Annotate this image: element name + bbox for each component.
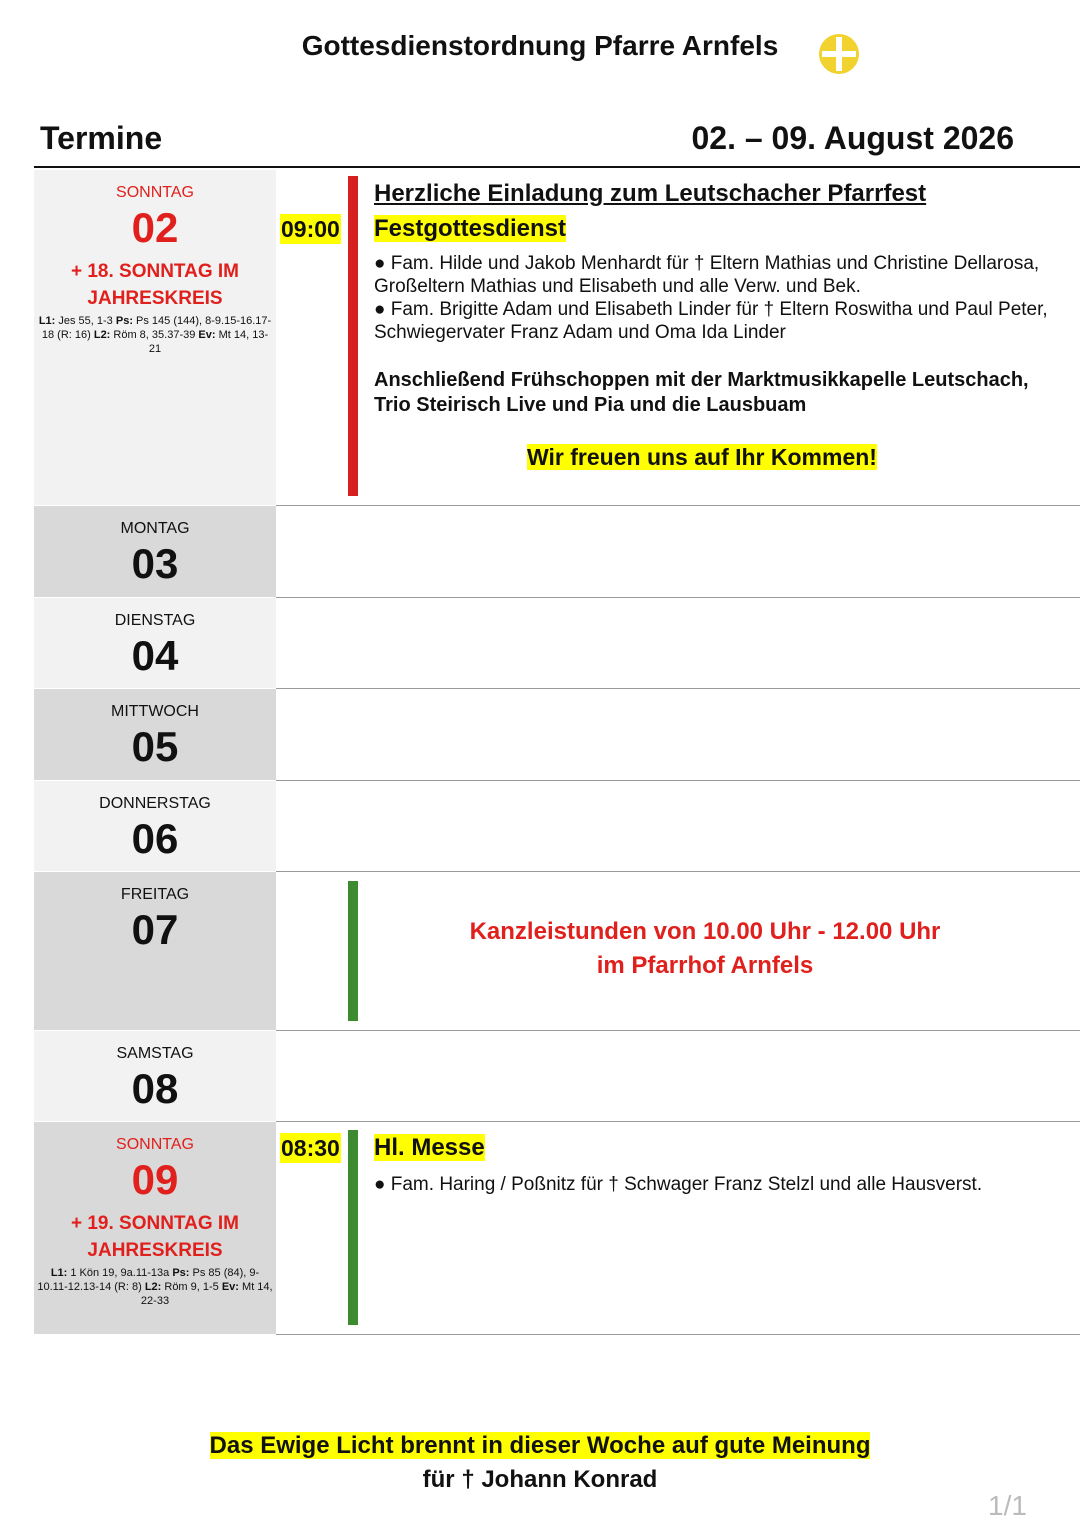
- event-time: 08:30: [281, 1135, 340, 1161]
- weekday-label: SONNTAG: [116, 184, 194, 201]
- row-divider: [276, 1121, 1080, 1122]
- day-number: 06: [131, 815, 179, 862]
- day-cell-tuesday-04: [34, 598, 276, 688]
- event-followup: Anschließend Frühschoppen mit der Marktmusikkapelle Leutschach, Trio Steirisch Live und Pia und die Lausbuam: [374, 369, 1029, 416]
- day-number: 03: [131, 540, 179, 587]
- day-cell-wednesday-05: [34, 689, 276, 780]
- day-cell-friday-07: [34, 872, 276, 1030]
- day-number: 05: [131, 723, 179, 770]
- weekday-label: SAMSTAG: [116, 1045, 194, 1062]
- row-divider: [276, 1030, 1080, 1031]
- readings: L1: 1 Kön 19, 9a.11-13a Ps: Ps 85 (84), 9-10.11-12.13-14 (R: 8) L2: Röm 9, 1-5 Ev: Mt 14, 22-33: [37, 1267, 273, 1307]
- day-cell-sunday-02: [34, 170, 276, 505]
- event-title: Festgottesdienst: [374, 215, 567, 242]
- mass-intention: ● Fam. Haring / Poßnitz für † Schwager Franz Stelzl und alle Hausverst.: [374, 1174, 983, 1195]
- row-divider: [276, 597, 1080, 598]
- parish-logo-icon: [818, 33, 860, 75]
- office-hours: Kanzleistunden von 10.00 Uhr - 12.00 Uhr: [469, 918, 941, 945]
- weekday-label: SONNTAG: [116, 1136, 194, 1153]
- event-time: 09:00: [281, 216, 340, 242]
- header-divider: [34, 166, 1080, 168]
- event-bar-red: [348, 176, 358, 496]
- office-location: im Pfarrhof Arnfels: [596, 952, 814, 979]
- day-number: 04: [131, 632, 179, 679]
- page-number: 1/1: [988, 1490, 1027, 1521]
- weekday-label: FREITAG: [120, 886, 190, 903]
- day-cell-saturday-08: [34, 1031, 276, 1121]
- event-bar-green: [348, 881, 358, 1021]
- weekday-label: MONTAG: [120, 520, 190, 537]
- mass-intention: ● Fam. Brigitte Adam und Elisabeth Linder für † Eltern Roswitha und Paul Peter, Schwiegervater Franz Adam und Oma Ida Linder: [374, 299, 1048, 343]
- day-number: 02: [131, 204, 179, 251]
- day-cell-thursday-06: [34, 781, 276, 871]
- weekday-label: DIENSTAG: [114, 612, 196, 629]
- day-number: 09: [131, 1156, 179, 1203]
- welcome-note: Wir freuen uns auf Ihr Kommen!: [527, 444, 877, 470]
- eternal-light-dedication: für † Johann Konrad: [422, 1466, 658, 1493]
- row-divider: [276, 1334, 1080, 1335]
- readings: L1: Jes 55, 1-3 Ps: Ps 145 (144), 8-9.15-16.17-18 (R: 16) L2: Röm 8, 35.37-39 Ev: Mt 14, 13-21: [38, 315, 272, 355]
- day-cell-monday-03: [34, 506, 276, 597]
- feast-name: + 18. SONNTAG IM JAHRESKREIS: [70, 261, 240, 309]
- event-headline: Herzliche Einladung zum Leutschacher Pfarrfest: [374, 180, 927, 207]
- row-divider: [276, 871, 1080, 872]
- day-number: 07: [131, 906, 179, 953]
- eternal-light-note: Das Ewige Licht brennt in dieser Woche auf gute Meinung: [209, 1432, 871, 1459]
- event-title: Hl. Messe: [374, 1134, 485, 1161]
- date-range: 02. – 09. August 2026: [691, 120, 1014, 156]
- mass-intention: ● Fam. Hilde und Jakob Menhardt für † Eltern Mathias und Christine Dellarosa, Großeltern Mathias und Elisabeth und alle Verw. und Bek.: [374, 253, 1040, 297]
- day-number: 08: [131, 1065, 179, 1112]
- section-label: Termine: [40, 120, 163, 156]
- row-divider: [276, 505, 1080, 506]
- page-title: Gottesdienstordnung Pfarre Arnfels: [301, 30, 779, 61]
- weekday-label: DONNERSTAG: [99, 795, 211, 812]
- row-divider: [276, 780, 1080, 781]
- event-bar-green: [348, 1130, 358, 1325]
- row-divider: [276, 688, 1080, 689]
- day-cell-sunday-09: [34, 1122, 276, 1334]
- feast-name: + 19. SONNTAG IM JAHRESKREIS: [70, 1213, 240, 1261]
- weekday-label: MITTWOCH: [111, 703, 199, 720]
